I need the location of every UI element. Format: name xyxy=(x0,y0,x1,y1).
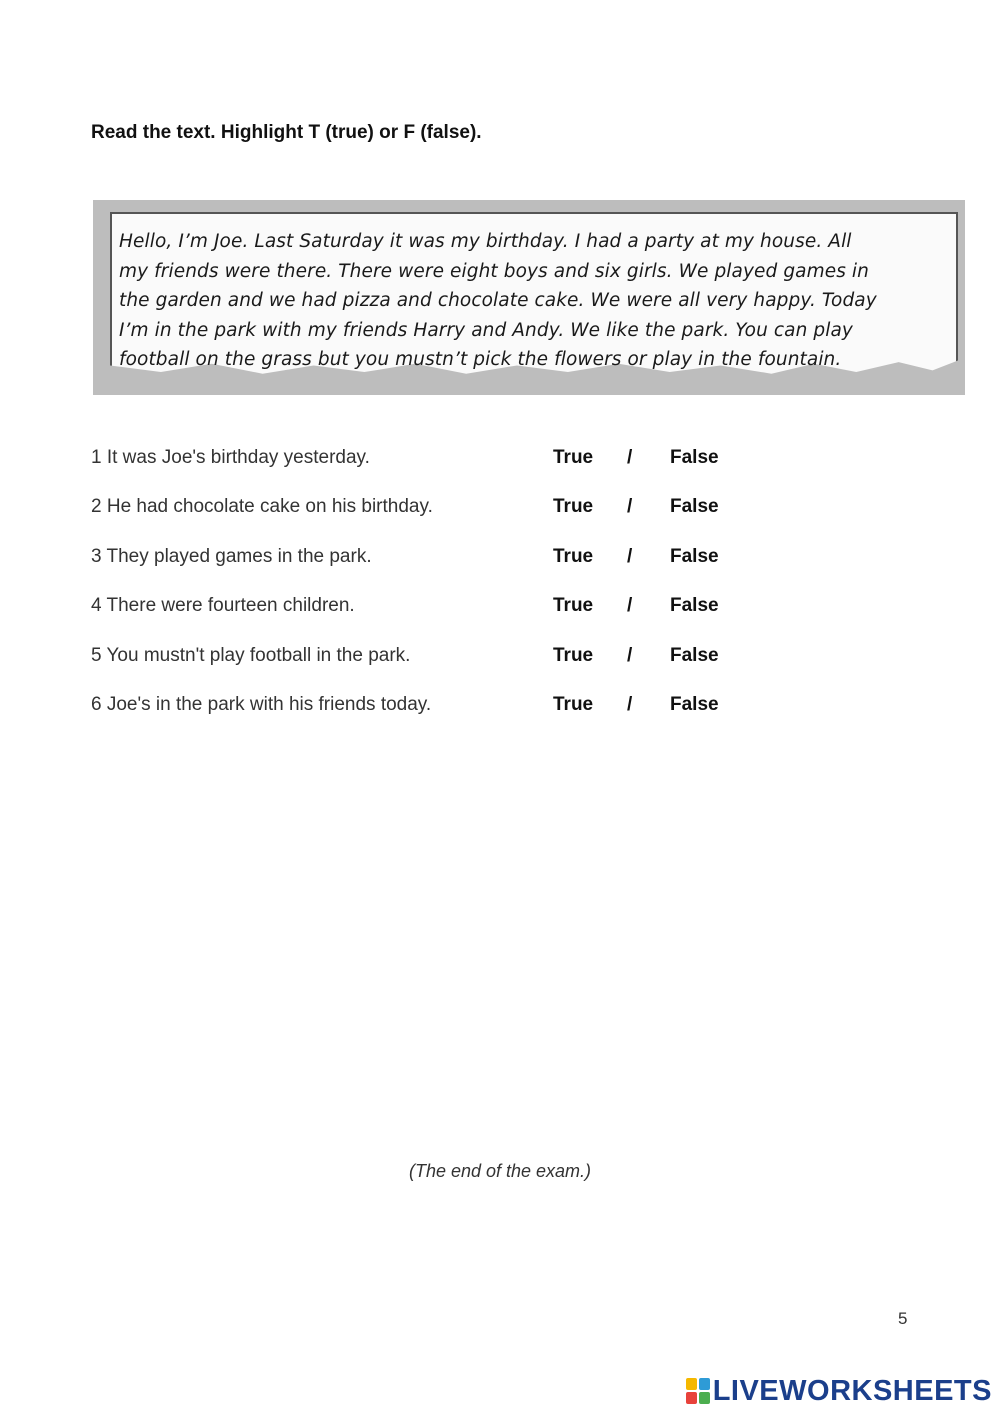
question-text: 6 Joe's in the park with his friends today. xyxy=(91,693,432,715)
true-option[interactable]: True xyxy=(553,496,594,518)
passage-line: football on the grass but you mustn’t pick the flowers or play in the fountain. xyxy=(119,349,842,370)
passage-line: the garden and we had pizza and chocolate cake. We were all very happy. Today xyxy=(119,290,877,311)
passage-line: Hello, I’m Joe. Last Saturday it was my birthday. I had a party at my house. All xyxy=(119,231,852,252)
option-separator: / xyxy=(627,447,633,468)
logo-square xyxy=(699,1378,710,1390)
false-option[interactable]: False xyxy=(670,644,719,666)
logo-square xyxy=(699,1392,710,1404)
question-text: 2 He had chocolate cake on his birthday. xyxy=(91,496,433,518)
question-text: 3 They played games in the park. xyxy=(91,545,372,567)
false-option[interactable]: False xyxy=(670,447,719,468)
passage-line: my friends were there. There were eight boys and six girls. We played games in xyxy=(119,260,869,282)
option-separator: / xyxy=(627,496,633,518)
option-separator: / xyxy=(627,545,633,567)
false-option[interactable]: False xyxy=(670,693,719,715)
passage-line: I’m in the park with my friends Harry and Andy. We like the park. You can play xyxy=(119,319,853,341)
true-option[interactable]: True xyxy=(553,693,594,715)
false-option[interactable]: False xyxy=(670,545,719,567)
question-text: 4 There were fourteen children. xyxy=(91,595,355,617)
true-option[interactable]: True xyxy=(553,447,594,468)
liveworksheets-logo-icon xyxy=(686,1378,710,1404)
false-option[interactable]: False xyxy=(670,496,719,518)
question-row xyxy=(91,694,791,743)
question-list xyxy=(91,447,791,743)
instruction-heading: Read the text. Highlight T (true) or F (false). xyxy=(91,122,482,143)
option-separator: / xyxy=(627,693,633,715)
option-separator: / xyxy=(627,644,633,666)
page-number: 5 xyxy=(898,1309,908,1328)
end-note: (The end of the exam.) xyxy=(408,1161,592,1181)
passage-text xyxy=(119,227,969,375)
question-text: 1 It was Joe's birthday yesterday. xyxy=(91,447,370,468)
true-option[interactable]: True xyxy=(553,595,594,617)
liveworksheets-brand[interactable] xyxy=(686,1374,992,1408)
false-option[interactable]: False xyxy=(670,595,719,617)
question-row xyxy=(91,447,791,496)
option-separator: / xyxy=(627,595,633,617)
question-row xyxy=(91,546,791,595)
question-row xyxy=(91,595,791,644)
brand-name: LIVEWORKSHEETS xyxy=(712,1374,992,1407)
true-option[interactable]: True xyxy=(553,545,594,567)
question-row xyxy=(91,645,791,694)
question-row xyxy=(91,496,791,545)
logo-square xyxy=(686,1378,697,1390)
question-text: 5 You mustn't play football in the park. xyxy=(91,644,411,666)
reading-passage xyxy=(93,200,965,395)
true-option[interactable]: True xyxy=(553,644,594,666)
logo-square xyxy=(686,1392,697,1404)
